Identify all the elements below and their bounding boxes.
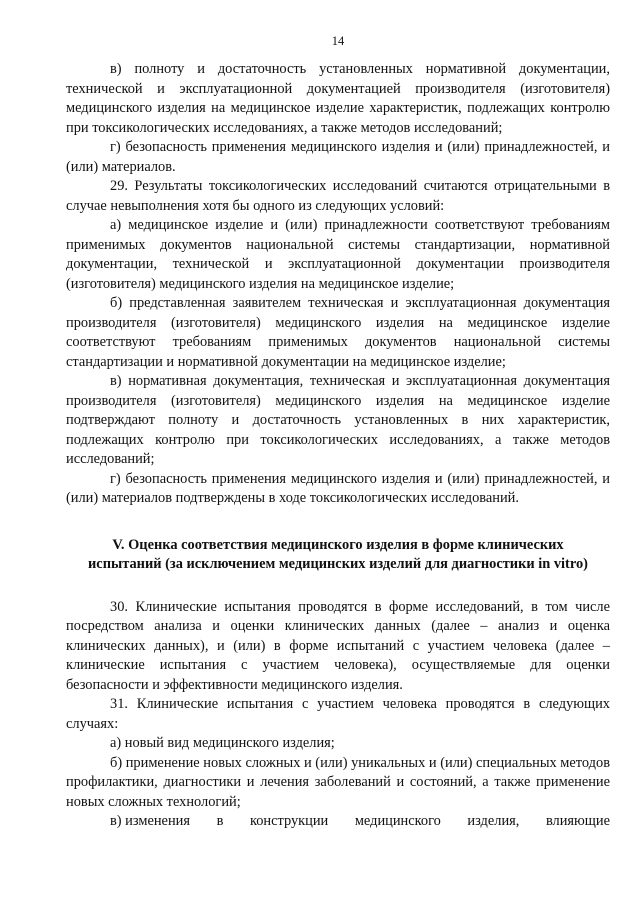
word: в <box>216 813 224 829</box>
word: медицинского <box>354 813 441 829</box>
paragraph-30: 30. Клинические испытания проводятся в форме исследований, в том числе посредством анализа и оценки клинических данных (далее – анализ и оценка клинических данных), и (или) в форме испытаний с участием человека (далее – клинические испытания с участием человека), осуществляемые для оценки безопасности и эффективности медицинского изделия. <box>66 598 610 693</box>
page-number: 14 <box>331 34 345 48</box>
section-heading-line-2: испытаний (за исключением медицинских изделий для диагностики in vitro) <box>88 556 588 572</box>
paragraph-29-a: а) медицинское изделие и (или) принадлежности соответствуют требованиям применимых документов национальной системы стандартизации, нормативной документации, технической и эксплуатационной документации производителя (изготовителя) медицинского изделия на медицинское изделие; <box>66 217 610 292</box>
paragraph-31: 31. Клинические испытания с участием человека проводятся в следующих случаях: <box>66 696 610 732</box>
section-heading-line-1: V. Оценка соответствия медицинского изделия в форме клинических <box>112 536 564 553</box>
paragraph-31-v-line <box>66 812 610 832</box>
paragraph-item-g: г) безопасность применения медицинского изделия и (или) принадлежностей, и (или) материалов. <box>66 139 610 175</box>
paragraph-29-g: г) безопасность применения медицинского изделия и (или) принадлежностей, и (или) материалов подтверждены в ходе токсикологических исследований. <box>66 470 610 506</box>
word: конструкции <box>249 813 329 829</box>
paragraph-29-v: в) нормативная документация, техническая и эксплуатационная документация производителя (изготовителя) медицинского изделия на медицинское изделие подтверждают полноту и достаточность установленных в них характеристик, подлежащих контролю при токсикологических исследованиях, а также методов исследований; <box>66 373 610 467</box>
paragraph-item-v: в) полноту и достаточность установленных нормативной документации, технической и эксплуатационной документацией производителя (изготовителя) медицинского изделия на медицинское изделие характеристик, подлежащих контролю при токсикологических исследованиях, а также методов исследований; <box>66 61 610 136</box>
word: влияющие <box>545 813 610 829</box>
paragraph-31-b: б) применение новых сложных и (или) уникальных и (или) специальных методов профилактики, диагностики и лечения заболеваний и состояний, а также применение новых сложных технологий; <box>66 754 610 810</box>
word: в) изменения <box>110 813 190 829</box>
paragraph-29: 29. Результаты токсикологических исследований считаются отрицательными в случае невыполнения хотя бы одного из следующих условий: <box>66 178 610 214</box>
paragraph-31-a: а) новый вид медицинского изделия; <box>110 735 335 751</box>
word: изделия, <box>467 813 520 829</box>
section-heading <box>66 536 610 575</box>
paragraph-29-b: б) представленная заявителем техническая и эксплуатационная документация производителя (изготовителя) медицинского изделия на медицинское изделие соответствуют требованиям применимых документов национальной системы стандартизации и нормативной документации на медицинское изделие; <box>66 295 610 370</box>
